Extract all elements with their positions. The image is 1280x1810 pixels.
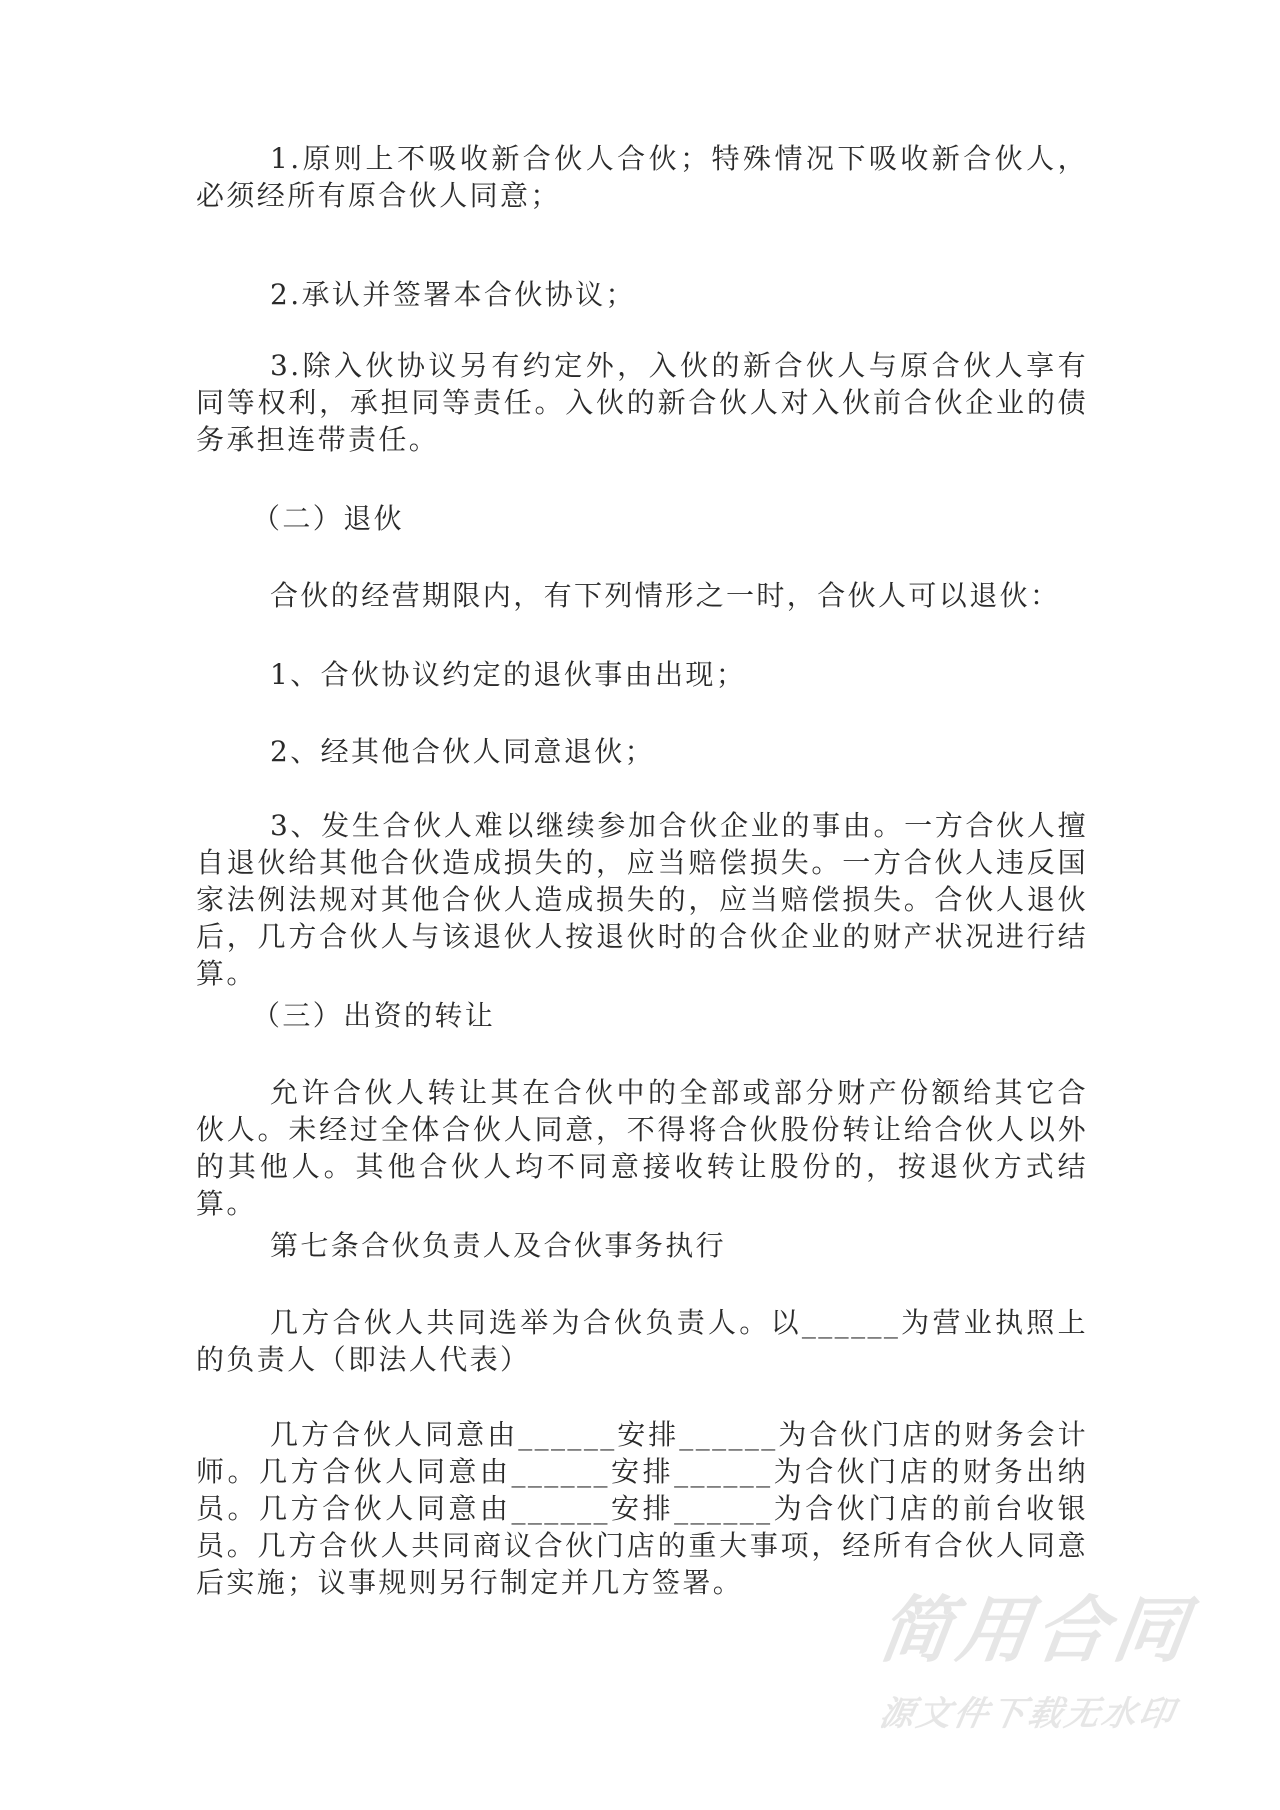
responsible-person-clause: 几方合伙人共同选举为合伙负责人。以______为营业执照上的负责人（即法人代表） [196, 1306, 1088, 1376]
withdrawal-item-2: 2、经其他合伙人同意退伙； [270, 735, 656, 768]
clause-admission-3: 3.除入伙协议另有约定外，入伙的新合伙人与原合伙人享有同等权利，承担同等责任。入伙的新合伙人对入伙前合伙企业的债务承担连带责任。 [196, 349, 1088, 456]
withdrawal-item-1: 1、合伙协议约定的退伙事由出现； [270, 658, 747, 691]
staff-arrangement-clause: 几方合伙人同意由______安排______为合伙门店的财务会计师。几方合伙人同意由______安排______为合伙门店的财务出纳员。几方合伙人同意由______安排______为合伙门店的前台收银员。几方合伙人共同商议合伙门店的重大事项，经所有合伙人同意后实施；议事规则另行制定并几方签署。 [196, 1418, 1088, 1599]
clause-admission-1: 1.原则上不吸收新合伙人合伙；特殊情况下吸收新合伙人，必须经所有原合伙人同意； [196, 142, 1088, 212]
watermark-tagline: 源文件下载无水印 [876, 1694, 1180, 1734]
watermark-brand: 简用合同 [874, 1588, 1198, 1672]
withdrawal-intro: 合伙的经营期限内，有下列情形之一时，合伙人可以退伙： [270, 579, 1061, 612]
transfer-clause: 允许合伙人转让其在合伙中的全部或部分财产份额给其它合伙人。未经过全体合伙人同意，不得将合伙股份转让给合伙人以外的其他人。其他合伙人均不同意接收转让股份的，按退伙方式结算。 [196, 1076, 1088, 1220]
withdrawal-item-3: 3、发生合伙人难以继续参加合伙企业的事由。一方合伙人擅自退伙给其他合伙造成损失的，应当赔偿损失。一方合伙人违反国家法例法规对其他合伙人造成损失的，应当赔偿损失。合伙人退伙后，几方合伙人与该退伙人按退伙时的合伙企业的财产状况进行结算。 [196, 809, 1088, 990]
clause-admission-2: 2.承认并签署本合伙协议； [270, 278, 636, 311]
section-heading-withdrawal: （二）退伙 [252, 502, 405, 535]
section-heading-transfer: （三）出资的转让 [252, 999, 496, 1032]
watermark [874, 1585, 1260, 1739]
article-seven-heading: 第七条合伙负责人及合伙事务执行 [270, 1229, 727, 1262]
